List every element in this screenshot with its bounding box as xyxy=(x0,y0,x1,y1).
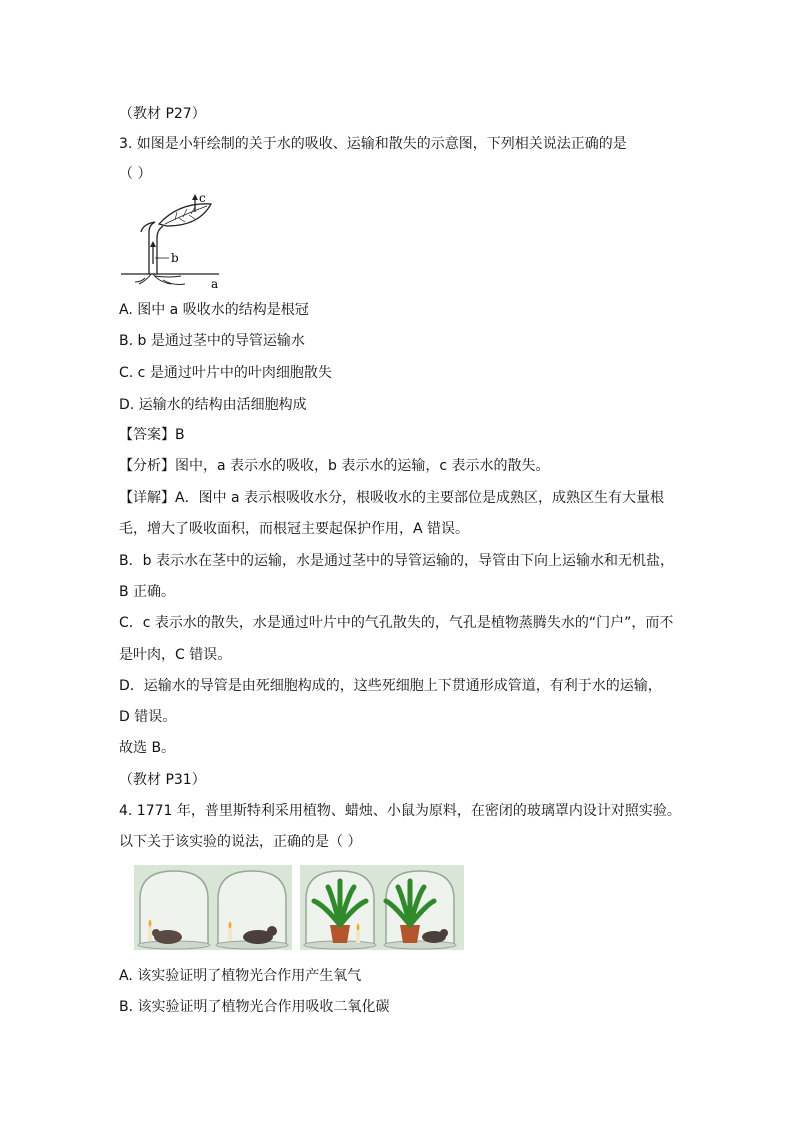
textbook-ref-p27: （教材 P27） xyxy=(119,106,206,122)
detail-line-3: B．b 表示水在茎中的运输，水是通过茎中的导管运输的，导管由下向上运输水和无机盐， xyxy=(119,553,674,569)
textbook-ref-p31: （教材 P31） xyxy=(119,772,206,788)
detail-line-7: D．运输水的导管是由死细胞构成的，这些死细胞上下贯通形成管道，有利于水的运输， xyxy=(119,678,662,694)
conclusion: 故选 B。 xyxy=(119,740,176,756)
answer: 【答案】B xyxy=(119,427,185,443)
bell-jar-1 xyxy=(138,871,210,949)
question-4-stem-2: 以下关于该实验的说法，正确的是（ ） xyxy=(119,834,362,850)
question-3-blank: （ ） xyxy=(119,166,152,182)
question-3-stem: 3. 如图是小轩绘制的关于水的吸收、运输和散失的示意图，下列相关说法正确的是 xyxy=(119,136,627,152)
option-3d: D. 运输水的结构由活细胞构成 xyxy=(119,397,307,413)
option-3b: B. b 是通过茎中的导管运输水 xyxy=(119,333,305,349)
detail-line-2: 毛，增大了吸收面积，而根冠主要起保护作用，A 错误。 xyxy=(119,521,470,537)
bell-jar-3 xyxy=(304,871,376,949)
detail-line-6: 是叶肉，C 错误。 xyxy=(119,647,232,663)
option-4b: B. 该实验证明了植物光合作用吸收二氧化碳 xyxy=(119,999,390,1015)
detail-line-4: B 正确。 xyxy=(119,584,176,600)
option-3a: A. 图中 a 吸收水的结构是根冠 xyxy=(119,302,309,318)
label-c: c xyxy=(199,192,206,205)
question-4-stem-1: 4. 1771 年，普里斯特利采用植物、蜡烛、小鼠为原料，在密闭的玻璃罩内设计对照实验。 xyxy=(119,803,681,819)
option-4a: A. 该实验证明了植物光合作用产生氧气 xyxy=(119,968,362,984)
bell-jar-4 xyxy=(384,871,456,949)
plant-water-diagram xyxy=(119,192,229,288)
label-a: a xyxy=(211,277,219,288)
analysis: 【分析】图中，a 表示水的吸收，b 表示水的运输，c 表示水的散失。 xyxy=(119,458,550,474)
detail-line-8: D 错误。 xyxy=(119,709,177,725)
label-b: b xyxy=(171,251,179,265)
bell-jar-experiment-figure xyxy=(134,865,464,950)
option-3c: C. c 是通过叶片中的叶肉细胞散失 xyxy=(119,365,332,381)
bell-jar-2 xyxy=(216,871,288,949)
detail-line-1: 【详解】A．图中 a 表示根吸收水分，根吸收水的主要部位是成熟区，成熟区生有大量根 xyxy=(119,490,665,506)
detail-line-5: C．c 表示水的散失，水是通过叶片中的气孔散失的，气孔是植物蒸腾失水的“门户”，而不 xyxy=(119,615,674,631)
